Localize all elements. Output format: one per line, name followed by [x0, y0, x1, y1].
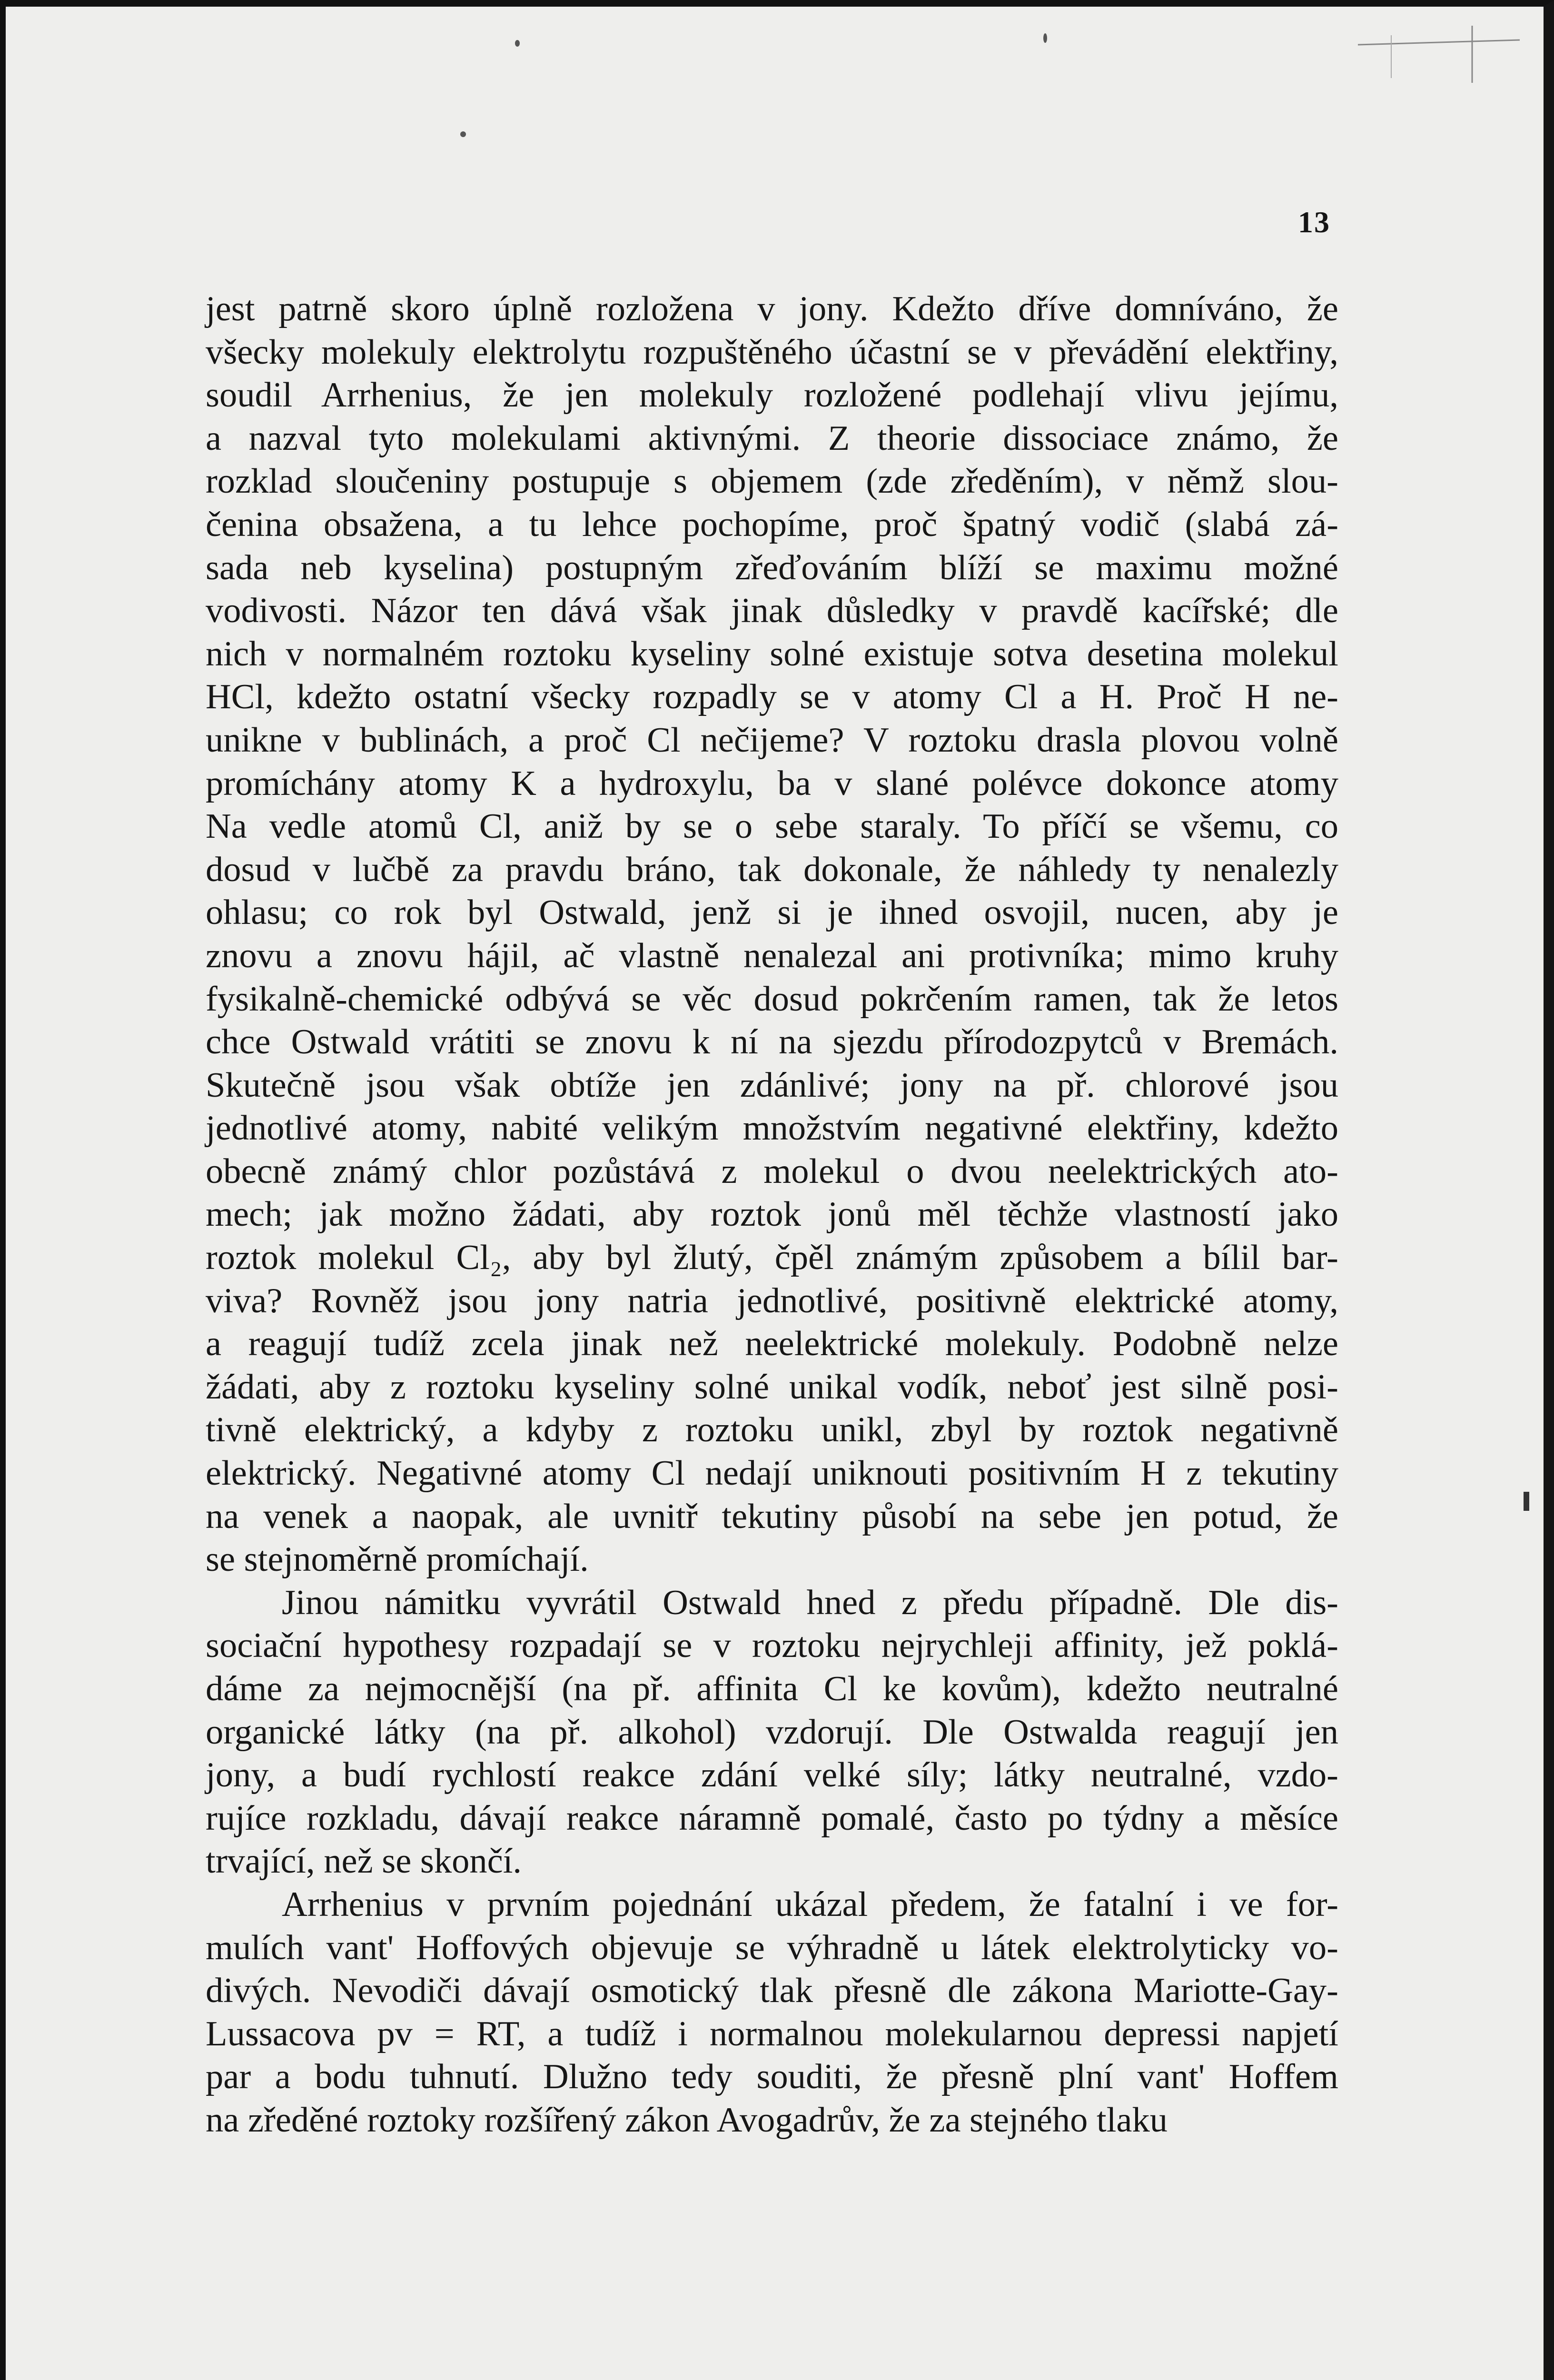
text-line: čenina obsažena, a tu lehce pochopíme, proč špatný vodič (slabá zá-	[206, 505, 1338, 544]
text-line: mulích vant' Hoffových objevuje se výhradně u látek elektrolyticky vo-	[206, 1928, 1338, 1967]
text-line: vodivosti. Názor ten dává však jinak důsledky v pravdě kacířské; dle	[206, 591, 1338, 631]
scan-speck	[515, 40, 520, 47]
text-line: na zředěné roztoky rozšířený zákon Avogadrův, že za stejného tlaku	[206, 2100, 1168, 2140]
margin-mark	[1524, 1492, 1529, 1511]
text-line: elektrický. Negativné atomy Cl nedají uniknouti positivním H z tekutiny	[206, 1454, 1338, 1493]
corner-scan-artifact	[1353, 16, 1524, 88]
text-line: jest patrně skoro úplně rozložena v jony. Kdežto dříve domníváno, že	[206, 289, 1338, 328]
text-line: ohlasu; co rok byl Ostwald, jenž si je ihned osvojil, nucen, aby je	[206, 893, 1338, 932]
text-line: obecně známý chlor pozůstává z molekul o dvou neelektrických ato-	[206, 1151, 1338, 1191]
text-line: organické látky (na př. alkohol) vzdorují. Dle Ostwalda reagují jen	[206, 1712, 1338, 1752]
text-line: se stejnoměrně promíchají.	[206, 1540, 589, 1579]
text-line: nich v normalném roztoku kyseliny solné existuje sotva desetina molekul	[206, 634, 1338, 674]
body-text	[206, 288, 1338, 2142]
text-line: Na vedle atomů Cl, aniž by se o sebe staraly. To příčí se všemu, co	[206, 807, 1338, 846]
text-line: sociační hypothesy rozpadají se v roztoku nejrychleji affinity, jež poklá-	[206, 1626, 1338, 1666]
text-line: Skutečně jsou však obtíže jen zdánlivé; jony na př. chlorové jsou	[206, 1065, 1338, 1105]
text-line: HCl, kdežto ostatní všecky rozpadly se v atomy Cl a H. Proč H ne-	[206, 677, 1338, 717]
text-line: trvající, než se skončí.	[206, 1842, 522, 1881]
text-line: znovu a znovu hájil, ač vlastně nenalezal ani protivníka; mimo kruhy	[206, 936, 1338, 975]
page-number: 13	[1298, 205, 1330, 239]
text-line: a nazval tyto molekulami aktivnými. Z theorie dissociace známo, že	[206, 418, 1338, 458]
text-line: žádati, aby z roztoku kyseliny solné unikal vodík, neboť jest silně posi-	[206, 1367, 1338, 1407]
text-line: unikne v bublinách, a proč Cl nečijeme? V roztoku drasla plovou volně	[206, 720, 1338, 760]
text-line: divých. Nevodiči dávají osmotický tlak přesně dle zákona Mariotte-Gay-	[206, 1971, 1338, 2011]
text-line: na venek a naopak, ale uvnitř tekutiny působí na sebe jen potud, že	[206, 1497, 1338, 1536]
text-line: mech; jak možno žádati, aby roztok jonů měl těchže vlastností jako	[206, 1195, 1338, 1234]
text-line: soudil Arrhenius, že jen molekuly rozložené podlehají vlivu jejímu,	[206, 376, 1338, 415]
text-line: sada neb kyselina) postupným zřeďováním blíží se maximu možné	[206, 548, 1338, 587]
text-line: jednotlivé atomy, nabité velikým množstvím negativné elektřiny, kdežto	[206, 1109, 1338, 1148]
text-line: rozklad sloučeniny postupuje s objemem (zde zředěním), v němž slou-	[206, 462, 1338, 501]
text-line: chce Ostwald vrátiti se znovu k ní na sjezdu přírodozpytců v Bremách.	[206, 1022, 1338, 1062]
text-line: rujíce rozkladu, dávají reakce náramně pomalé, často po týdny a měsíce	[206, 1798, 1338, 1838]
text-line: promíchány atomy K a hydroxylu, ba v slané polévce dokonce atomy	[206, 764, 1338, 803]
scan-speck	[1043, 33, 1047, 43]
text-line: jony, a budí rychlostí reakce zdání velké síly; látky neutralné, vzdo-	[206, 1755, 1338, 1795]
text-line: dosud v lučbě za pravdu bráno, tak dokonale, že náhledy ty nenalezly	[206, 850, 1338, 889]
text-line: dáme za nejmocnější (na př. affinita Cl ke kovům), kdežto neutralné	[206, 1669, 1338, 1708]
text-line: roztok molekul Cl₂, aby byl žlutý, čpěl známým způsobem a bílil bar-	[206, 1238, 1338, 1278]
text-line: par a bodu tuhnutí. Dlužno tedy souditi, že přesně plní vant' Hoffem	[206, 2057, 1338, 2097]
text-line: viva? Rovněž jsou jony natria jednotlivé, positivně elektrické atomy,	[206, 1281, 1338, 1320]
text-line: Arrhenius v prvním pojednání ukázal předem, že fatalní i ve for-	[282, 1884, 1338, 1924]
text-line: všecky molekuly elektrolytu rozpuštěného účastní se v převádění elektřiny,	[206, 332, 1338, 372]
text-line: fysikalně-chemické odbývá se věc dosud pokrčením ramen, tak že letos	[206, 979, 1338, 1019]
text-line: Jinou námitku vyvrátil Ostwald hned z předu případně. Dle dis-	[282, 1583, 1338, 1622]
text-line: a reagují tudíž zcela jinak než neelektrické molekuly. Podobně nelze	[206, 1324, 1338, 1364]
text-line: Lussacova pv = RT, a tudíž i normalnou molekularnou depressi napjetí	[206, 2014, 1338, 2053]
scan-speck	[460, 131, 466, 137]
text-line: tivně elektrický, a kdyby z roztoku unikl, zbyl by roztok negativně	[206, 1410, 1338, 1450]
